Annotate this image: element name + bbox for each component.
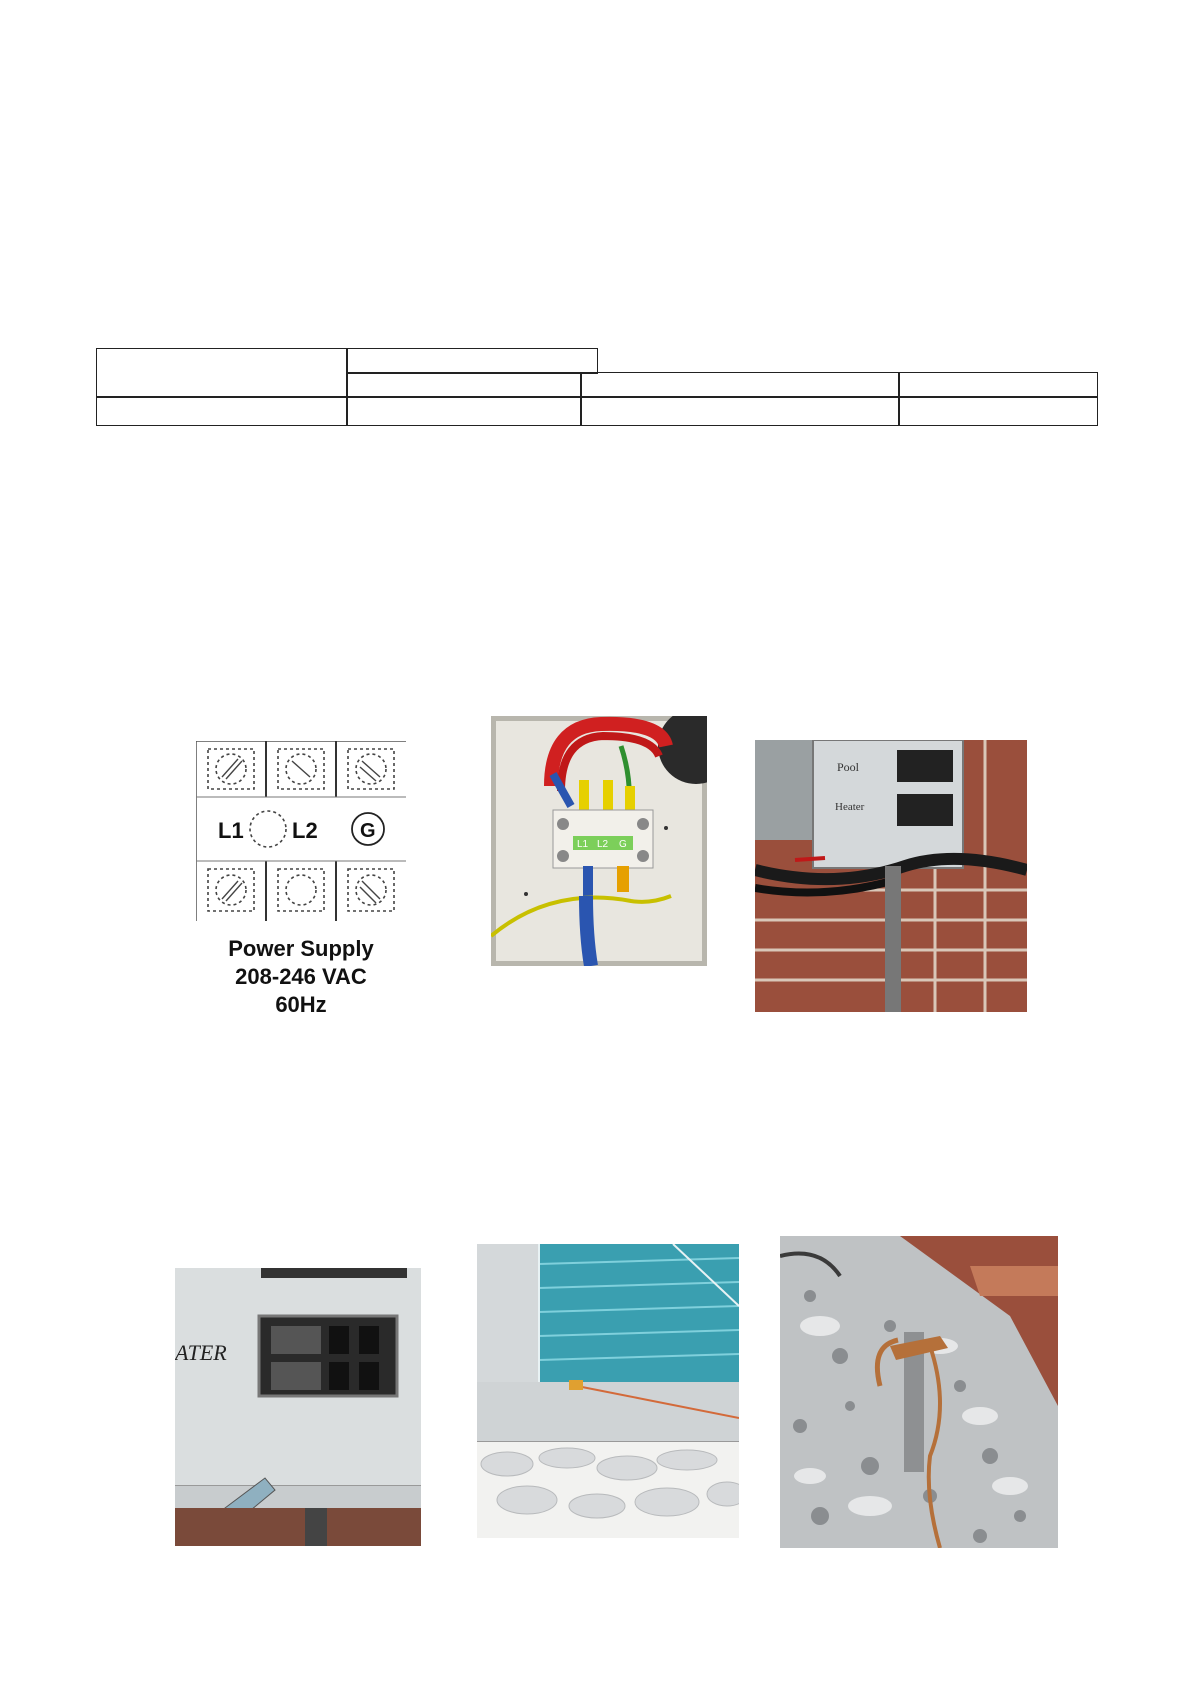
table-cell [346, 372, 582, 398]
heater-label: Heater [835, 801, 865, 813]
diagram-caption-line-2: 208-246 VAC [235, 964, 367, 989]
svg-text:G: G [619, 839, 627, 850]
pool-label: Pool [837, 760, 860, 774]
table-cell [96, 348, 348, 398]
table-cell [346, 396, 582, 426]
diagram-caption-line-3: 60Hz [275, 992, 327, 1017]
table-cell [580, 396, 900, 426]
disconnect-box-photo [755, 740, 1027, 1012]
table-cell [898, 396, 1098, 426]
terminal-block-drawing [196, 741, 406, 921]
svg-text:L2: L2 [597, 839, 609, 850]
table-cell [96, 396, 348, 426]
breaker-closeup-photo [175, 1268, 421, 1546]
terminal-label-l2: L2 [292, 818, 318, 843]
table-cell [580, 372, 900, 398]
heat-pump-coil-photo [477, 1244, 739, 1538]
diagram-caption-line-1: Power Supply [228, 936, 374, 961]
table-cell [346, 348, 598, 374]
ground-rod-photo [780, 1236, 1058, 1548]
heater-handwritten-label: ATER [175, 1340, 227, 1365]
terminal-label-g: G [360, 820, 376, 842]
terminal-diagram [196, 741, 406, 1021]
svg-text:L1: L1 [577, 839, 589, 850]
terminal-label-l1: L1 [218, 818, 244, 843]
table-cell [898, 372, 1098, 398]
terminal-block-photo [491, 716, 707, 966]
